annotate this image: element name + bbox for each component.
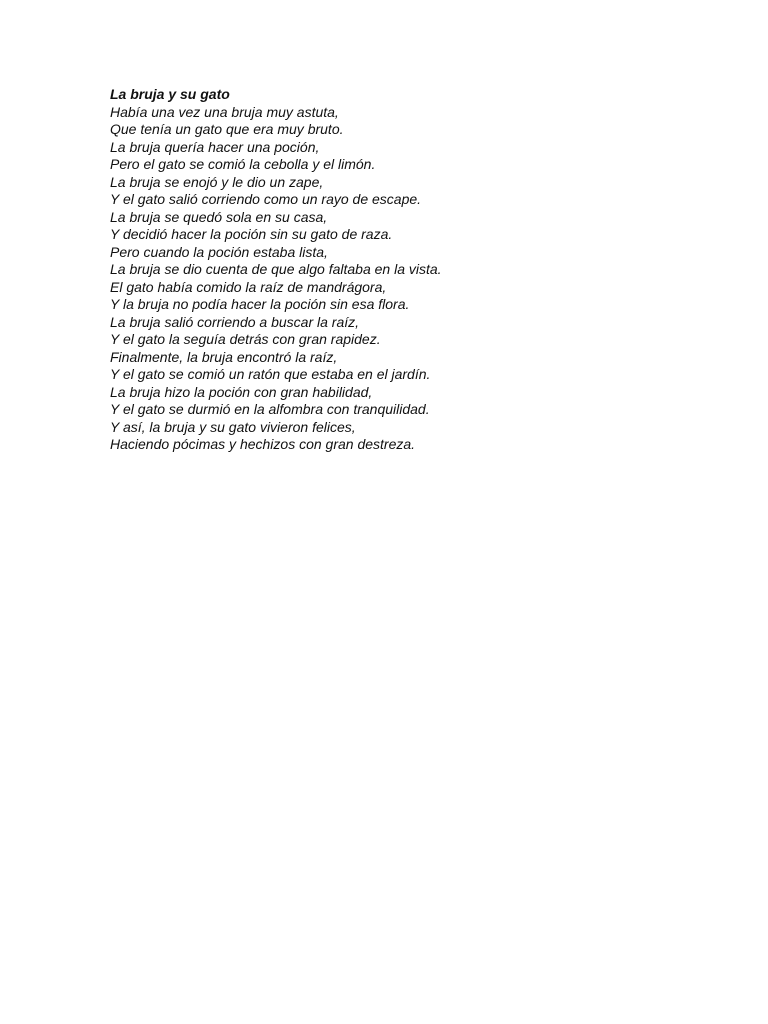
poem-line: Pero el gato se comió la cebolla y el limón. (110, 156, 376, 172)
poem-line: La bruja salió corriendo a buscar la raíz, (110, 313, 360, 330)
poem-line: Finalmente, la bruja encontró la raíz, (110, 348, 338, 365)
poem-title: La bruja y su gato (110, 86, 230, 102)
poem-line: La bruja se quedó sola en su casa, (110, 208, 328, 225)
poem-line: El gato había comido la raíz de mandrágora, (110, 278, 387, 295)
poem-line: Había una vez una bruja muy astuta, (110, 103, 339, 120)
poem-line: Y el gato la seguía detrás con gran rapidez. (110, 331, 381, 347)
poem-line: La bruja se enojó y le dio un zape, (110, 173, 324, 190)
poem-line: La bruja hizo la poción con gran habilidad, (110, 383, 373, 400)
poem-line: Haciendo pócimas y hechizos con gran destreza. (110, 436, 416, 452)
poem-line: Y la bruja no podía hacer la poción sin esa flora. (110, 296, 410, 312)
poem-line: La bruja se dio cuenta de que algo faltaba en la vista. (110, 261, 442, 277)
poem-line: Y el gato salió corriendo como un rayo de escape. (110, 191, 422, 207)
poem-line: Y el gato se durmió en la alfombra con tranquilidad. (110, 401, 430, 417)
poem-line: Y así, la bruja y su gato vivieron felices, (110, 418, 356, 435)
poem-lines (110, 104, 730, 454)
poem (110, 86, 730, 454)
poem-line: Y decidió hacer la poción sin su gato de raza. (110, 226, 393, 242)
poem-line: Y el gato se comió un ratón que estaba en el jardín. (110, 366, 431, 382)
poem-line: Pero cuando la poción estaba lista, (110, 243, 328, 260)
poem-line: La bruja quería hacer una poción, (110, 138, 320, 155)
poem-line: Que tenía un gato que era muy bruto. (110, 121, 344, 137)
